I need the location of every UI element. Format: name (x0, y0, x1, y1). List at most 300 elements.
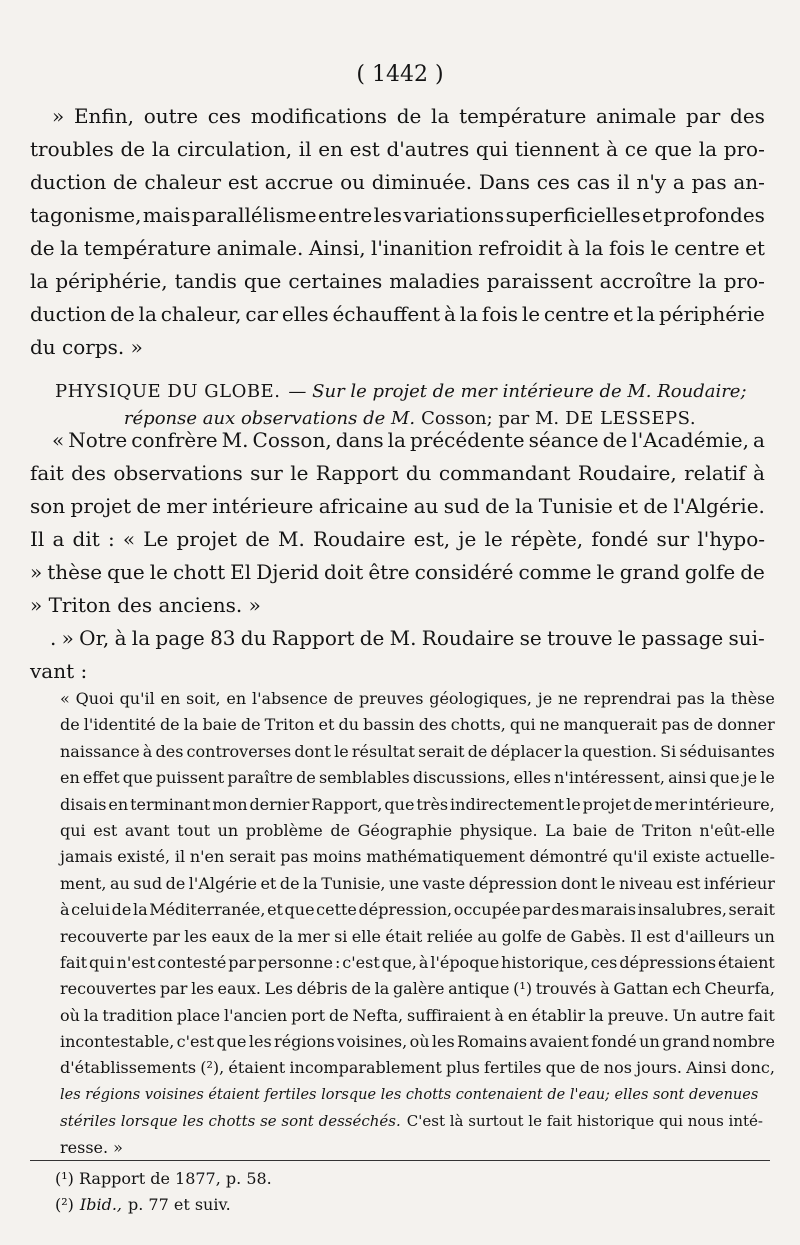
word: ne (539, 715, 560, 735)
word: car (245, 302, 279, 326)
word: naissance (60, 741, 140, 761)
word: existe (652, 847, 701, 867)
word: déplacer (490, 741, 562, 761)
word: Méditerranée, (149, 900, 266, 920)
word: niveau (619, 873, 673, 893)
word: que, (381, 952, 417, 972)
word: accrue (264, 170, 334, 194)
word: la (585, 236, 604, 260)
word: suffiraient (406, 1005, 491, 1025)
word: manquerait (563, 715, 658, 735)
word: historique, (501, 952, 589, 972)
word: puissent (155, 768, 225, 788)
word: au (413, 494, 439, 518)
text-line (30, 523, 765, 556)
word: d'établissements (60, 1058, 197, 1078)
word: que (216, 1032, 247, 1052)
word: de (165, 873, 186, 893)
word: problème (245, 820, 323, 840)
word: de (240, 715, 261, 735)
quote-line (60, 897, 775, 923)
word: Or, (79, 626, 110, 650)
word: de (329, 1005, 349, 1025)
word: un (639, 1032, 660, 1052)
word: intérieure (212, 494, 314, 518)
text-line (30, 133, 765, 166)
word: le (149, 560, 168, 584)
word: répète, (510, 527, 584, 551)
word: un (217, 820, 239, 840)
word: à (567, 236, 580, 260)
word: à (142, 741, 153, 761)
text-line (30, 622, 765, 655)
word: c'est (342, 952, 380, 972)
word: de (245, 527, 270, 551)
text-line (30, 556, 765, 589)
word: ech (672, 979, 701, 999)
word: est (676, 873, 701, 893)
word: La (545, 820, 566, 840)
word: thèse (730, 689, 775, 708)
word: en (60, 768, 80, 788)
word: a (753, 428, 765, 452)
word: qui (509, 715, 536, 735)
word: Enfin, (73, 104, 134, 128)
word: et (642, 203, 662, 227)
word: physique. (459, 820, 538, 840)
word: que (545, 1058, 576, 1078)
word: température (83, 236, 212, 260)
word: paraître (227, 768, 293, 788)
word: accroître (599, 269, 692, 293)
word: tandis (174, 269, 237, 293)
word: le (334, 741, 349, 761)
block-quote (60, 686, 775, 1161)
word: animale. (216, 236, 304, 260)
quote-line (60, 1055, 775, 1081)
word: l'époque (430, 952, 500, 972)
word: du (338, 715, 360, 735)
word: le (617, 626, 637, 650)
word: marais (580, 900, 637, 920)
word: « (122, 527, 136, 551)
word: troubles (30, 137, 114, 161)
word: Le (143, 527, 169, 551)
word: » (30, 560, 43, 584)
word: projet (582, 794, 632, 814)
word: étaient (718, 952, 775, 972)
word: chaleur (144, 170, 222, 194)
word: nos (603, 1058, 632, 1078)
word: échauffent (332, 302, 441, 326)
word: que (709, 768, 740, 788)
word: c'est (176, 1032, 215, 1052)
section-subtitle: réponse aux observations de M. (123, 408, 416, 429)
word: n'est (116, 952, 156, 972)
word: il (616, 170, 630, 194)
word: la (459, 302, 479, 326)
word: Rapport (271, 626, 355, 650)
quote-line: resse. » (60, 1137, 123, 1157)
word: sur (656, 527, 690, 551)
word: de (396, 104, 422, 128)
word: de (60, 715, 80, 735)
word: géologiques, (429, 689, 532, 708)
word: de (296, 768, 316, 788)
word: inférieur (703, 873, 775, 893)
word: Djerid (256, 560, 320, 584)
word: plus (445, 1058, 480, 1078)
word: terminant (130, 794, 211, 814)
word: reliée (426, 926, 474, 946)
word: et (260, 873, 277, 893)
word: effet (82, 768, 120, 788)
word: de (643, 494, 669, 518)
word: où (60, 1005, 80, 1025)
word: de (602, 428, 628, 452)
word: fois (481, 302, 518, 326)
word: un (754, 926, 775, 946)
word: soit, (186, 689, 221, 708)
page-number: ( 1442 ) (356, 62, 444, 87)
word: preuve. (607, 1005, 669, 1025)
word: de (333, 689, 354, 708)
word: vaste (422, 873, 466, 893)
word: si (334, 926, 348, 946)
word: l'hypo- (697, 527, 765, 551)
word: Dans (478, 170, 530, 194)
word: pro- (723, 269, 765, 293)
section-subtitle-name: Cosson; par M. (421, 408, 560, 429)
word: voisines, (337, 1032, 408, 1052)
word: Il (630, 926, 642, 946)
word: la (636, 302, 656, 326)
word: centre (543, 302, 610, 326)
word: trouve (546, 626, 613, 650)
footnote-2 (55, 1192, 272, 1218)
quote-line (60, 739, 775, 765)
word: la (278, 926, 293, 946)
quote-line (60, 712, 775, 738)
word: le (290, 461, 309, 485)
word: maladies (389, 269, 480, 293)
word: il (298, 137, 312, 161)
word: question. (582, 741, 657, 761)
word: la (30, 269, 49, 293)
word: diminuée. (371, 170, 473, 194)
word: est (646, 926, 671, 946)
word: mer (166, 494, 207, 518)
word: Cheurfa, (704, 979, 775, 999)
word: une (389, 873, 420, 893)
word: serait (418, 741, 465, 761)
word: golfe (501, 926, 543, 946)
word: a (52, 527, 65, 551)
word: incomparablement (289, 1058, 442, 1078)
word: Triton (264, 715, 315, 735)
word: africaine (318, 494, 409, 518)
word: El (230, 560, 252, 584)
word: preuves (359, 689, 424, 708)
word: Les (264, 979, 293, 999)
word: . (50, 626, 57, 650)
word: qu'il (119, 689, 155, 708)
word: projet (176, 527, 238, 551)
word: thèse (47, 560, 103, 584)
word: grand (662, 1032, 711, 1052)
word: indirectement (450, 794, 565, 814)
word: galère (392, 979, 445, 999)
word: qui (475, 137, 509, 161)
quote-roman-part: C'est là surtout le fait historique qui nous inté- (406, 1112, 763, 1131)
text-line (30, 457, 765, 490)
word: existé, (117, 847, 171, 867)
word: n'y (636, 170, 667, 194)
word: Gattan (613, 979, 669, 999)
word: Romains (457, 1032, 528, 1052)
quote-line (60, 844, 775, 870)
word: est, (413, 527, 451, 551)
word: mathématiquement (366, 847, 525, 867)
word: séduisantes (679, 741, 775, 761)
word: dépression, (358, 900, 453, 920)
word: Triton (642, 820, 692, 840)
word: la (698, 137, 718, 161)
word: au (109, 873, 130, 893)
word: autre (700, 1005, 744, 1025)
word: chott (172, 560, 226, 584)
word: circulation, (176, 137, 293, 161)
word: ou (340, 170, 365, 194)
quote-line-italic: les régions voisines étaient fertiles lorsque les chotts contenaient de l'eau; elles sont devenues (60, 1086, 759, 1103)
word: superficielles (505, 203, 641, 227)
word: Gabès. (570, 926, 626, 946)
word: la (60, 236, 79, 260)
word: pas (691, 170, 727, 194)
word: des (418, 715, 447, 735)
word: de (359, 626, 385, 650)
word: entre (318, 203, 373, 227)
word: des (551, 900, 580, 920)
word: le (566, 794, 581, 814)
word: que (122, 768, 153, 788)
text-line (30, 298, 765, 331)
word: mais (142, 203, 191, 227)
text-line (30, 166, 765, 199)
word: elles (513, 768, 551, 788)
word: profondes (663, 203, 765, 227)
footnote-2-mark: (²) (55, 1195, 74, 1214)
word: serait (229, 847, 276, 867)
word: Roudaire (421, 626, 515, 650)
word: n'en (189, 847, 225, 867)
word: doit (324, 560, 364, 584)
word: l'absence (251, 689, 328, 708)
word: dans (335, 428, 384, 452)
word: par (159, 979, 188, 999)
word: qui (60, 820, 86, 840)
word: régions (274, 1032, 335, 1052)
word: Cosson, (252, 428, 332, 452)
word: que (107, 560, 145, 584)
word: les (248, 1032, 272, 1052)
word: baie (202, 715, 237, 735)
word: : (107, 527, 115, 551)
word: à (753, 461, 765, 485)
word: de (740, 560, 765, 584)
word: être (368, 560, 410, 584)
word: Il (30, 527, 45, 551)
word: dont (294, 741, 331, 761)
word: insalubres, (637, 900, 727, 920)
word: de (632, 794, 653, 814)
word: et (613, 302, 633, 326)
word: démontré (529, 847, 608, 867)
word: que (654, 137, 693, 161)
word: M. (221, 428, 249, 452)
word: de (279, 873, 300, 893)
word: la (83, 1005, 99, 1025)
word: discussions, (412, 768, 511, 788)
word: l'Académie, (631, 428, 749, 452)
word: la (131, 626, 151, 650)
word: jamais (60, 847, 113, 867)
word: disais (60, 794, 107, 814)
word: M. (389, 626, 417, 650)
word: la (132, 900, 148, 920)
word: eaux. (217, 979, 261, 999)
word: au (477, 926, 498, 946)
word: de (485, 494, 510, 518)
word: en (507, 1005, 528, 1025)
word: de (693, 715, 714, 735)
footnotes (55, 1166, 272, 1218)
word: » (61, 626, 74, 650)
word: des (730, 104, 765, 128)
word: ces (536, 170, 571, 194)
word: séance (528, 428, 599, 452)
word: fait (30, 461, 64, 485)
word: je (537, 689, 553, 708)
word: » (52, 104, 65, 128)
text-line: » Triton des anciens. » (30, 593, 261, 617)
word: tiennent (514, 137, 600, 161)
word: Tunisie, (321, 873, 386, 893)
word: le (596, 560, 615, 584)
word: et (267, 900, 283, 920)
word: le (650, 236, 669, 260)
word: 83 (210, 626, 236, 650)
word: que (243, 269, 282, 293)
word: dont (560, 873, 598, 893)
word: la (151, 137, 171, 161)
word: chotts, (450, 715, 506, 735)
word: parallélisme (191, 203, 317, 227)
word: commandant (438, 461, 571, 485)
word: de (120, 137, 146, 161)
word: en (160, 689, 181, 708)
word: controverses (186, 741, 292, 761)
word: intérieure, (688, 794, 775, 814)
word: est (93, 820, 118, 840)
word: il (174, 847, 186, 867)
word: Géographie (357, 820, 453, 840)
word: fondé (591, 1032, 637, 1052)
word: périphérie (658, 302, 765, 326)
word: de (330, 820, 351, 840)
word: jours. (636, 1058, 682, 1078)
word: l'ancien (224, 1005, 288, 1025)
word: de (30, 236, 55, 260)
quote-line (60, 871, 775, 897)
word: de (467, 741, 488, 761)
word: refroidit (478, 236, 563, 260)
word: observations (113, 461, 243, 485)
word: débris (296, 979, 348, 999)
word: par (686, 104, 721, 128)
quote-line (60, 765, 775, 791)
quote-italic-part: stériles lorsque les chotts se sont desséchés. (60, 1112, 401, 1131)
word: fertiles (484, 1058, 542, 1078)
word: incontestable, (60, 1032, 175, 1052)
word: mon (212, 794, 248, 814)
word: relatif (684, 461, 746, 485)
word: du (405, 461, 432, 485)
word: et (618, 494, 639, 518)
word: pas (676, 689, 705, 708)
word: la (698, 269, 717, 293)
word: de (159, 715, 180, 735)
word: a (672, 170, 685, 194)
text-line (30, 490, 765, 523)
word: avant (124, 820, 170, 840)
word: en (318, 137, 343, 161)
word: les (373, 203, 403, 227)
word: la (564, 741, 580, 761)
word: modifications (250, 104, 388, 128)
word: cas (576, 170, 611, 194)
word: recouvertes (60, 979, 157, 999)
word: actuelle- (705, 847, 775, 867)
word: elles (281, 302, 329, 326)
word: résultat (351, 741, 415, 761)
word: cette (316, 900, 357, 920)
word: ces (207, 104, 242, 128)
word: la (138, 302, 157, 326)
word: étaient (228, 1058, 286, 1078)
word: et (745, 236, 765, 260)
word: sui- (728, 626, 765, 650)
word: se (519, 626, 542, 650)
word: semblables (318, 768, 410, 788)
text-line: vant : (30, 659, 88, 683)
word: le (484, 527, 503, 551)
word: ainsi (668, 768, 707, 788)
word: dit (72, 527, 100, 551)
text-line (30, 100, 765, 133)
quote-line-mixed (60, 1108, 775, 1134)
word: sud (133, 873, 163, 893)
word: serait (728, 900, 775, 920)
word: dernier (249, 794, 310, 814)
word: (²), (200, 1058, 225, 1078)
text-line (30, 265, 765, 298)
word: des (71, 461, 107, 485)
word: an- (733, 170, 765, 194)
word: par (152, 926, 180, 946)
word: d'ailleurs (674, 926, 750, 946)
word: établir (531, 1005, 586, 1025)
